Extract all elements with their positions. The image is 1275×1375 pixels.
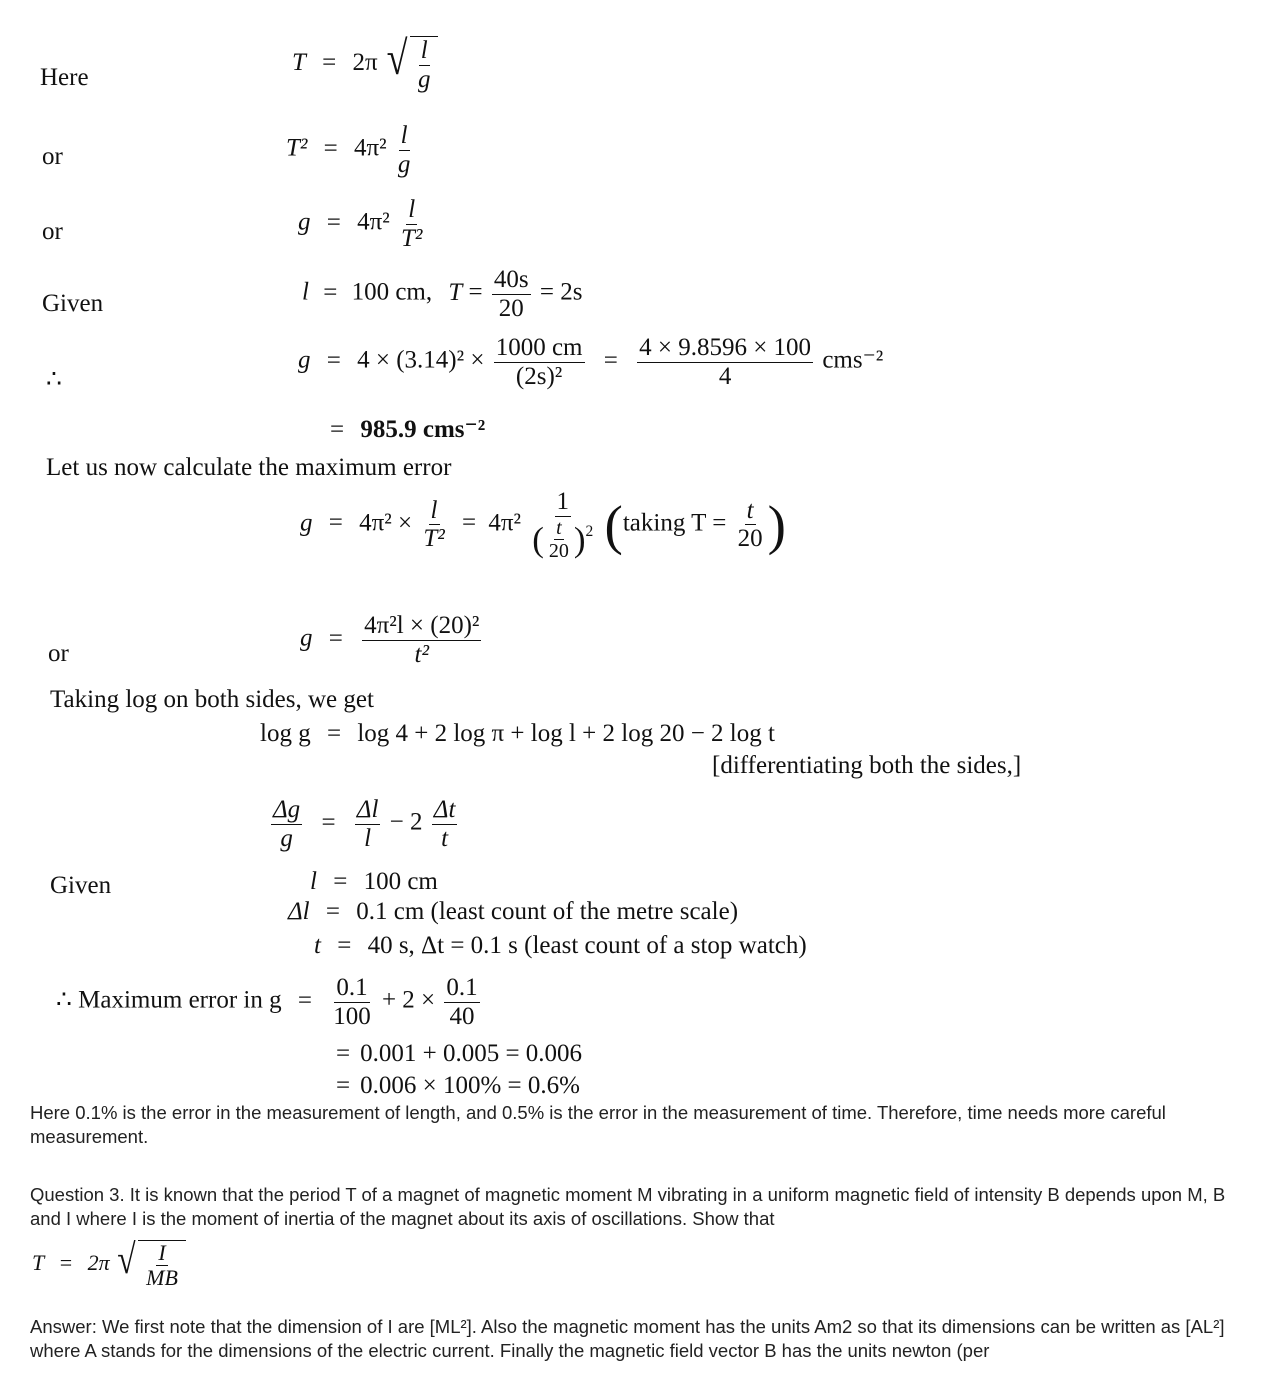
equation-log: log g = log 4 + 2 log π + log l + 2 log 20 − 2 log t <box>260 720 775 747</box>
given-time: t = 40 s, Δt = 0.1 s (least count of a stop watch) <box>314 932 807 959</box>
text-differentiating: [differentiating both the sides,] <box>712 752 1022 779</box>
label-given: Given <box>50 872 112 899</box>
equation-g-result: = 985.9 cms⁻² <box>330 416 486 443</box>
conclusion-paragraph: Here 0.1% is the error in the measurement of length, and 0.5% is the error in the measurement of time. Therefore, time needs more careful measurement. <box>30 1102 1166 1147</box>
equation-g: g = 4π² $\frac{l}{\text{T²}}$ <box>298 196 423 252</box>
sqrt: √ $\frac{l}{g}$ <box>384 36 439 93</box>
answer-paragraph: Answer: We first note that the dimension of I are [ML²]. Also the magnetic moment has the units Am2 so that its dimensions can be written as [AL²] where A stands for the dimensions of the electric current. Finally the magnetic field vector B has the units newton (per <box>30 1316 1225 1361</box>
eq-lhs: T <box>292 49 306 77</box>
equation-g-in-t: g = 4π² × $\frac{l}{\text{T²}}$ = 4π² 1 ( $\frac{t}{20}$ )$^2$ (taking T = $\frac{t}{20}$ ) <box>300 488 786 562</box>
equation-step2: = 0.006 × 100% = 0.6% <box>336 1072 580 1099</box>
equation-period: T = 2π √ $\frac{l}{g}$ <box>292 36 438 93</box>
label-therefore: ∴ <box>46 366 62 393</box>
sqrt: √ $\frac{I}{MB}$ <box>115 1240 186 1290</box>
equation-magnet-period: T = 2π √ $\frac{I}{MB}$ <box>32 1240 186 1290</box>
equation-max-error: ∴ Maximum error in g = $\frac{0.1}{100}$ + 2 × $\frac{0.1}{40}$ <box>56 974 478 1030</box>
equation-given-values: l = 100 cm, T = $\frac{40s}{20}$ = 2s <box>302 266 583 322</box>
equation-g-expanded: g = $\frac{\text{4π²l × (20)²}}{\text{t²}}$ <box>300 612 480 668</box>
label-here: Here <box>40 64 89 91</box>
given-length: l = 100 cm <box>310 868 438 895</box>
equation-g-calculation: g = 4 × (3.14)² × $\frac{1000 cm}{\text{(2s)²}}$ = $\frac{4 \times 9.8596 \times 100}{4}$ cms⁻² <box>298 334 884 390</box>
equation-step1: = 0.001 + 0.005 = 0.006 <box>336 1040 583 1067</box>
equation-period-squared: T² = 4π² $\frac{l}{g}$ <box>286 122 411 178</box>
label-or: or <box>42 218 63 245</box>
text-taking-log: Taking log on both sides, we get <box>50 686 374 713</box>
question-3-paragraph: Question 3. It is known that the period T of a magnet of magnetic moment M vibrating in a uniform magnetic field of intensity B depends upon M, B and I where I is the moment of inertia of the magnet about its axis of oscillations. Show that <box>30 1184 1226 1229</box>
label-or: or <box>48 640 69 667</box>
label-given: Given <box>42 290 104 317</box>
label-or: or <box>42 143 63 170</box>
given-length-error: Δl = 0.1 cm (least count of the metre scale) <box>288 898 739 925</box>
text-calc-max-error: Let us now calculate the maximum error <box>46 454 452 481</box>
equation-relative-error: $\frac{\Delta g}{g}$ = $\frac{\Delta l}{l}$ − 2 $\frac{\Delta t}{t}$ <box>273 796 456 852</box>
